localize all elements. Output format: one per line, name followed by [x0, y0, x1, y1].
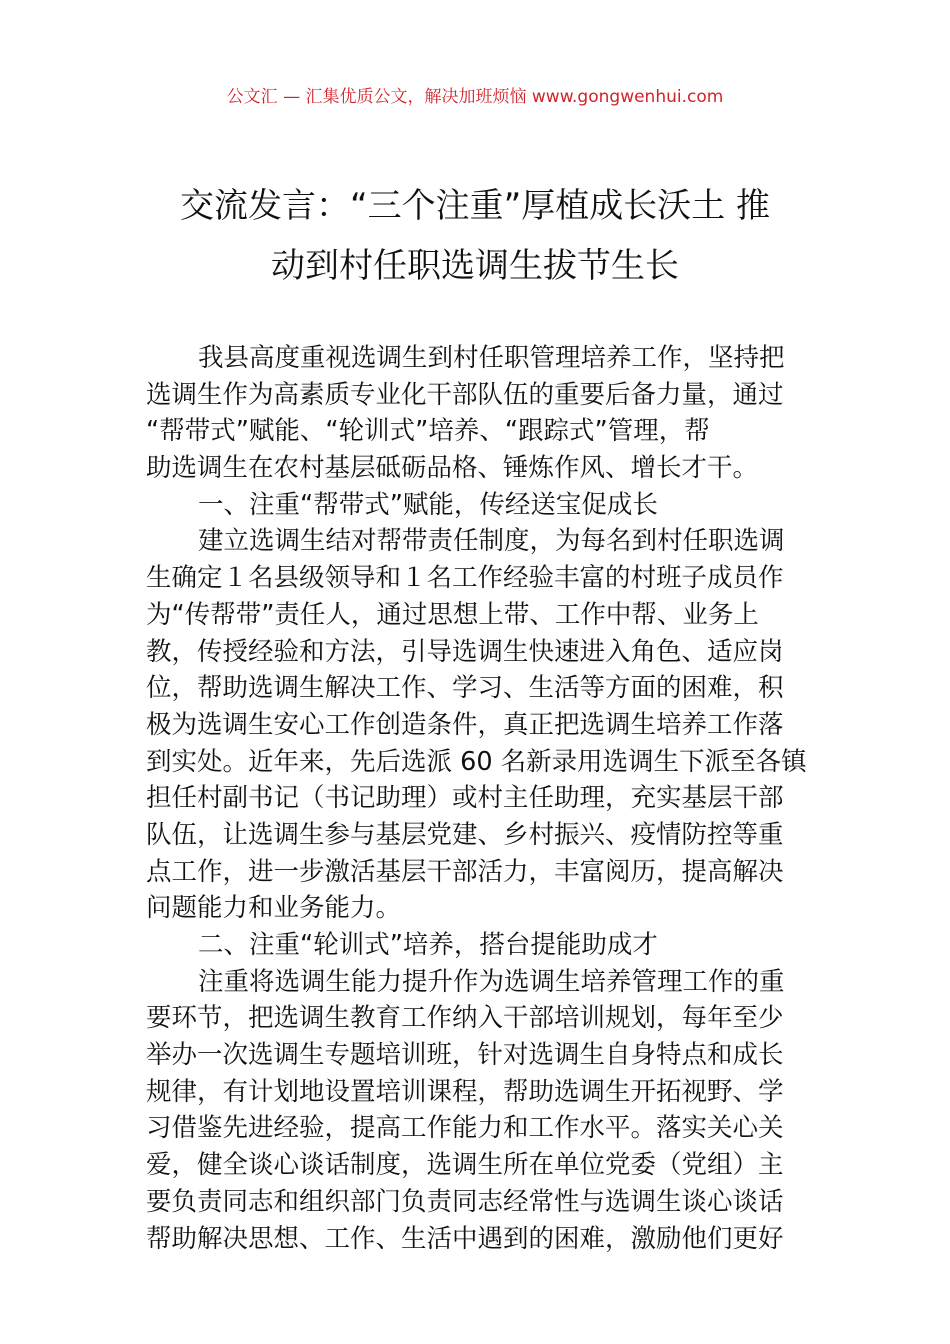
text-line: 队伍，让选调生参与基层党建、乡村振兴、疫情防控等重 — [146, 819, 784, 850]
text-line: 位，帮助选调生解决工作、学习、生活等方面的困难，积 — [146, 673, 784, 704]
text-line: 要环节，把选调生教育工作纳入干部培训规划，每年至少 — [146, 1003, 784, 1034]
text-line: 规律，有计划地设置培训课程，帮助选调生开拓视野、学 — [146, 1076, 784, 1107]
text-line: 爱，健全谈心谈话制度，选调生所在单位党委（党组）主 — [146, 1150, 784, 1181]
text-line: 建立选调生结对帮带责任制度，为每名到村任职选调 — [198, 526, 785, 557]
text-line: 问题能力和业务能力。 — [146, 893, 402, 924]
text-line: 选调生作为高素质专业化干部队伍的重要后备力量，通过 — [146, 379, 784, 410]
text-line: 我县高度重视选调生到村任职管理培养工作，坚持把 — [198, 343, 785, 373]
text-line: 极为选调生安心工作创造条件，真正把选调生培养工作落 — [146, 709, 784, 740]
text-line: 举办一次选调生专题培训班，针对选调生自身特点和成长 — [146, 1040, 784, 1071]
text-line: 注重将选调生能力提升作为选调生培养管理工作的重 — [198, 966, 785, 997]
title-line: 动到村任职选调生拔节生长 — [271, 246, 679, 286]
text-line: 助选调生在农村基层砥砺品格、锤炼作风、增长才干。 — [146, 453, 759, 484]
text-line: 习借鉴先进经验，提高工作能力和工作水平。落实关心关 — [146, 1113, 784, 1144]
text-line: 要负责同志和组织部门负责同志经常性与选调生谈心谈话 — [146, 1186, 784, 1217]
text-line: 担任村副书记（书记助理）或村主任助理，充实基层干部 — [146, 783, 784, 814]
text-line: 生确定１名县级领导和１名工作经验丰富的村班子成员作 — [146, 563, 784, 594]
text-line: “帮带式”赋能、“轮训式”培养、“跟踪式”管理，帮 — [146, 416, 710, 447]
section-heading-2: 二、注重“轮训式”培养，搭台提能助成才 — [198, 930, 658, 960]
header-banner: 公文汇 — 汇集优质公文，解决加班烦恼 www.gongwenhui.com — [226, 87, 724, 107]
section-heading-1: 一、注重“帮带式”赋能，传经送宝促成长 — [198, 489, 658, 520]
document-title — [140, 176, 810, 296]
document-body — [146, 340, 810, 1257]
text-line: 到实处。近年来，先后选派 60 名新录用选调生下派至各镇 — [146, 746, 807, 777]
title-line: 交流发言：“三个注重”厚植成长沃土 推 — [179, 186, 771, 226]
text-line: 为“传帮带”责任人，通过思想上带、工作中帮、业务上 — [146, 599, 759, 630]
text-line: 点工作，进一步激活基层干部活力，丰富阅历，提高解决 — [146, 856, 784, 887]
text-line: 教，传授经验和方法，引导选调生快速进入角色、适应岗 — [146, 636, 784, 667]
text-line: 帮助解决思想、工作、生活中遇到的困难，激励他们更好 — [146, 1223, 784, 1254]
